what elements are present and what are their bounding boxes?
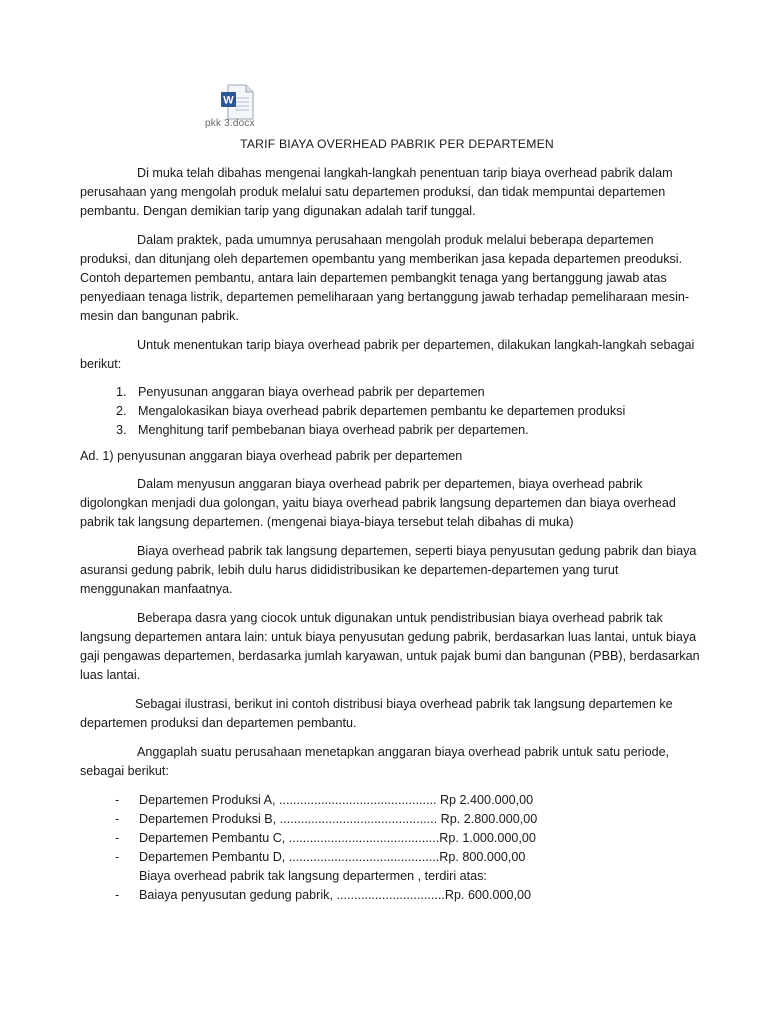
cost-line: Departemen Pembantu D, ...........................................Rp. 800.000,00: [139, 850, 526, 864]
steps-list: [80, 383, 700, 440]
list-item: [80, 421, 700, 440]
paragraph-bases: Beberapa dasra yang ciocok untuk digunakan untuk pendistribusian biaya overhead pabrik tak langsung departemen antara lain: untuk biaya penyusutan gedung pabrik, berdasarkan luas lantai, untuk biaya gaji pengawas departemen, berdasarka jumlah karyawan, untuk pajak bumi dan bangunan (PBB), berdasarkan luas lantai.: [80, 611, 700, 682]
document-body: [80, 164, 700, 905]
cost-list: [80, 791, 700, 867]
list-item: [80, 829, 700, 848]
list-dash: -: [115, 812, 120, 826]
step-text: Mengalokasikan biaya overhead pabrik departemen pembantu ke departemen produksi: [138, 404, 626, 418]
paragraph-budget: Dalam menyusun anggaran biaya overhead pabrik per departemen, biaya overhead pabrik digolongkan menjadi dua golongan, yaitu biaya overhead pabrik langsung departemen dan biaya overhead pabrik tak langsung departemen. (mengenai biaya-biaya tersebut telah dibahas di muka): [80, 477, 676, 529]
paragraph-indirect: Biaya overhead pabrik tak langsung departemen, seperti biaya penyusutan gedung pabrik dan biaya asuransi gedung pabrik, lebih dulu harus dididistribusikan ke departemen-departemen yang turut menggunakan manfaatnya.: [80, 544, 697, 596]
section-heading-ad1: Ad. 1) penyusunan anggaran biaya overhead pabrik per departemen: [80, 449, 463, 463]
cost-line: Departemen Pembantu C, ...........................................Rp. 1.000.000,00: [139, 831, 536, 845]
word-document-icon: [220, 84, 254, 120]
step-number: 1.: [116, 385, 127, 399]
list-dash: -: [115, 850, 120, 864]
list-item: [80, 886, 700, 905]
cost-line: Departemen Produksi B, ............................................. Rp. 2.800.000,00: [139, 812, 538, 826]
list-item: [80, 791, 700, 810]
list-item: [80, 402, 700, 421]
document-title: TARIF BIAYA OVERHEAD PABRIK PER DEPARTEMEN: [240, 137, 554, 151]
list-item: [80, 383, 700, 402]
embedded-word-file[interactable]: [205, 84, 265, 134]
list-dash: -: [115, 888, 120, 902]
cost-note: Biaya overhead pabrik tak langsung departermen , terdiri atas:: [139, 869, 487, 883]
paragraph-illustration: Sebagai ilustrasi, berikut ini contoh distribusi biaya overhead pabrik tak langsung departemen ke departemen produksi dan departemen pembantu.: [80, 697, 673, 730]
attachment-file-name: pkk 3.docx: [205, 118, 255, 129]
paragraph-practice: Dalam praktek, pada umumnya perusahaan mengolah produk melalui beberapa departemen produksi, dan ditunjang oleh departemen opembantu yang memberikan jasa kepada departemen preoduksi. Contoh departemen pembantu, antara lain departemen pembangkit tenaga yang bertanggung jawab atas penyediaan tenaga listrik, departemen pemeliharaan yang bertanggung jawab terhadap pemeliharaan mesin-mesin dan bangunan pabrik.: [80, 233, 690, 323]
step-text: Penyusunan anggaran biaya overhead pabrik per departemen: [138, 385, 485, 399]
list-dash: -: [115, 793, 120, 807]
cost-list-indirect: [80, 886, 700, 905]
cost-line: Departemen Produksi A, ............................................. Rp 2.400.000,00: [139, 793, 534, 807]
step-number: 3.: [116, 423, 127, 437]
paragraph-steps-intro: Untuk menentukan tarip biaya overhead pabrik per departemen, dilakukan langkah-langkah sebagai berikut:: [80, 338, 695, 371]
list-item: [80, 848, 700, 867]
step-text: Menghitung tarif pembebanan biaya overhead pabrik per departemen.: [138, 423, 529, 437]
list-item: [80, 810, 700, 829]
paragraph-intro: Di muka telah dibahas mengenai langkah-langkah penentuan tarip biaya overhead pabrik dalam perusahaan yang mengolah produk melalui satu departemen produksi, dan tidak mempuntai departemen pembantu. Dengan demikian tarip yang digunakan adalah tarif tunggal.: [80, 166, 673, 218]
list-dash: -: [115, 831, 120, 845]
svg-text:W: W: [223, 94, 234, 107]
step-number: 2.: [116, 404, 127, 418]
paragraph-assumption: Anggaplah suatu perusahaan menetapkan anggaran biaya overhead pabrik untuk satu periode, sebagai berikut:: [80, 745, 670, 778]
cost-line: Baiaya penyusutan gedung pabrik, ...............................Rp. 600.000,00: [139, 888, 532, 902]
